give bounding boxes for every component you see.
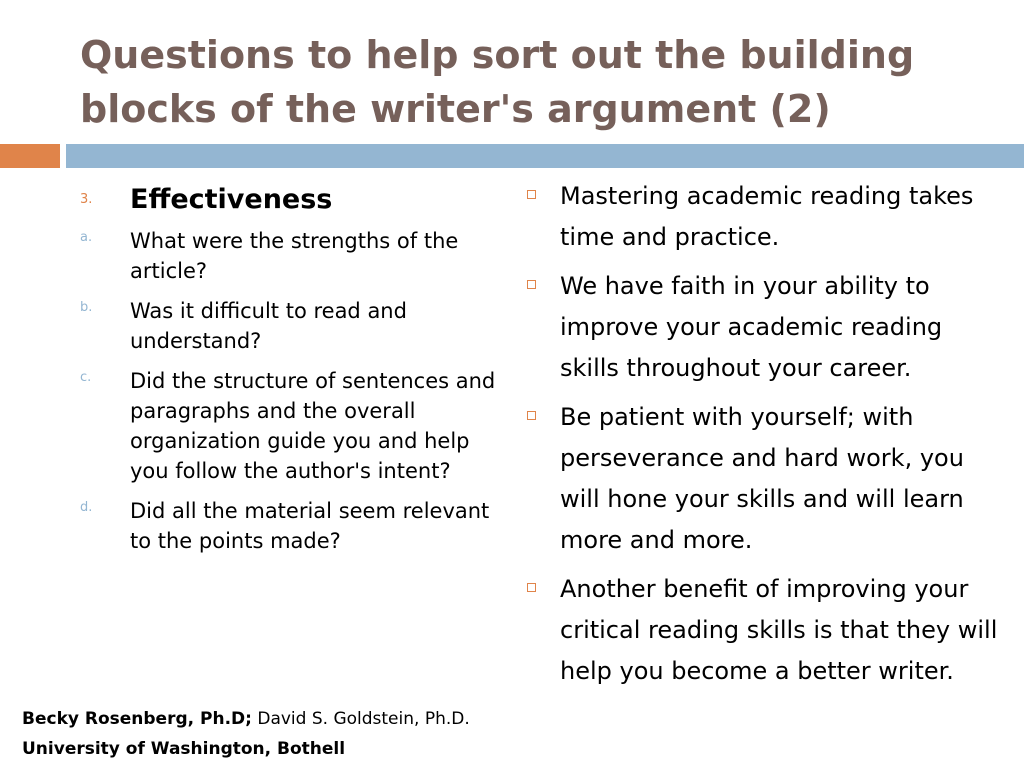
accent-bar-blue [66, 144, 1024, 168]
letter-marker: b. [80, 300, 93, 315]
bullet-text: We have faith in your ability to improve your academic reading skills throughout your career. [560, 272, 943, 382]
list-item-text: Did all the material seem relevant to the points made? [130, 499, 490, 553]
bullet-text: Mastering academic reading takes time and practice. [560, 182, 974, 251]
bullet-text: Be patient with yourself; with perseverance and hard work, you will hone your skills and will learn more and more. [560, 403, 964, 554]
bullet-item [524, 397, 1004, 561]
numbered-item [80, 180, 500, 220]
bullet-item [524, 176, 1004, 258]
square-bullet-icon [527, 190, 536, 199]
list-item [80, 226, 500, 286]
credit-author-1: Becky Rosenberg, Ph.D; [22, 709, 252, 729]
square-bullet-icon [527, 583, 536, 592]
left-column [80, 180, 500, 566]
list-item [80, 496, 500, 556]
square-bullet-icon [527, 411, 536, 420]
right-column [524, 176, 1004, 700]
bullet-item [524, 266, 1004, 389]
bullet-item [524, 569, 1004, 692]
slide-title: Questions to help sort out the building blocks of the writer's argument (2) [80, 33, 915, 131]
list-item [80, 366, 500, 486]
accent-bar-orange [0, 144, 60, 168]
sub-list [80, 226, 500, 556]
section-heading: Effectiveness [130, 184, 333, 215]
credit-institution: University of Washington, Bothell [22, 739, 346, 759]
letter-marker: a. [80, 230, 93, 245]
square-bullet-icon [527, 280, 536, 289]
list-item [80, 296, 500, 356]
letter-marker: c. [80, 370, 92, 385]
list-item-text: What were the strengths of the article? [130, 229, 459, 283]
list-item-text: Was it difficult to read and understand? [130, 299, 407, 353]
author-credit [22, 704, 492, 764]
credit-author-2: David S. Goldstein, Ph.D. [251, 709, 470, 729]
list-item-text: Did the structure of sentences and paragraphs and the overall organization guide you and help you follow the author's intent? [130, 369, 496, 483]
bullet-text: Another benefit of improving your critical reading skills is that they will help you become a better writer. [560, 575, 998, 685]
letter-marker: d. [80, 500, 93, 515]
number-marker: 3. [80, 192, 93, 207]
